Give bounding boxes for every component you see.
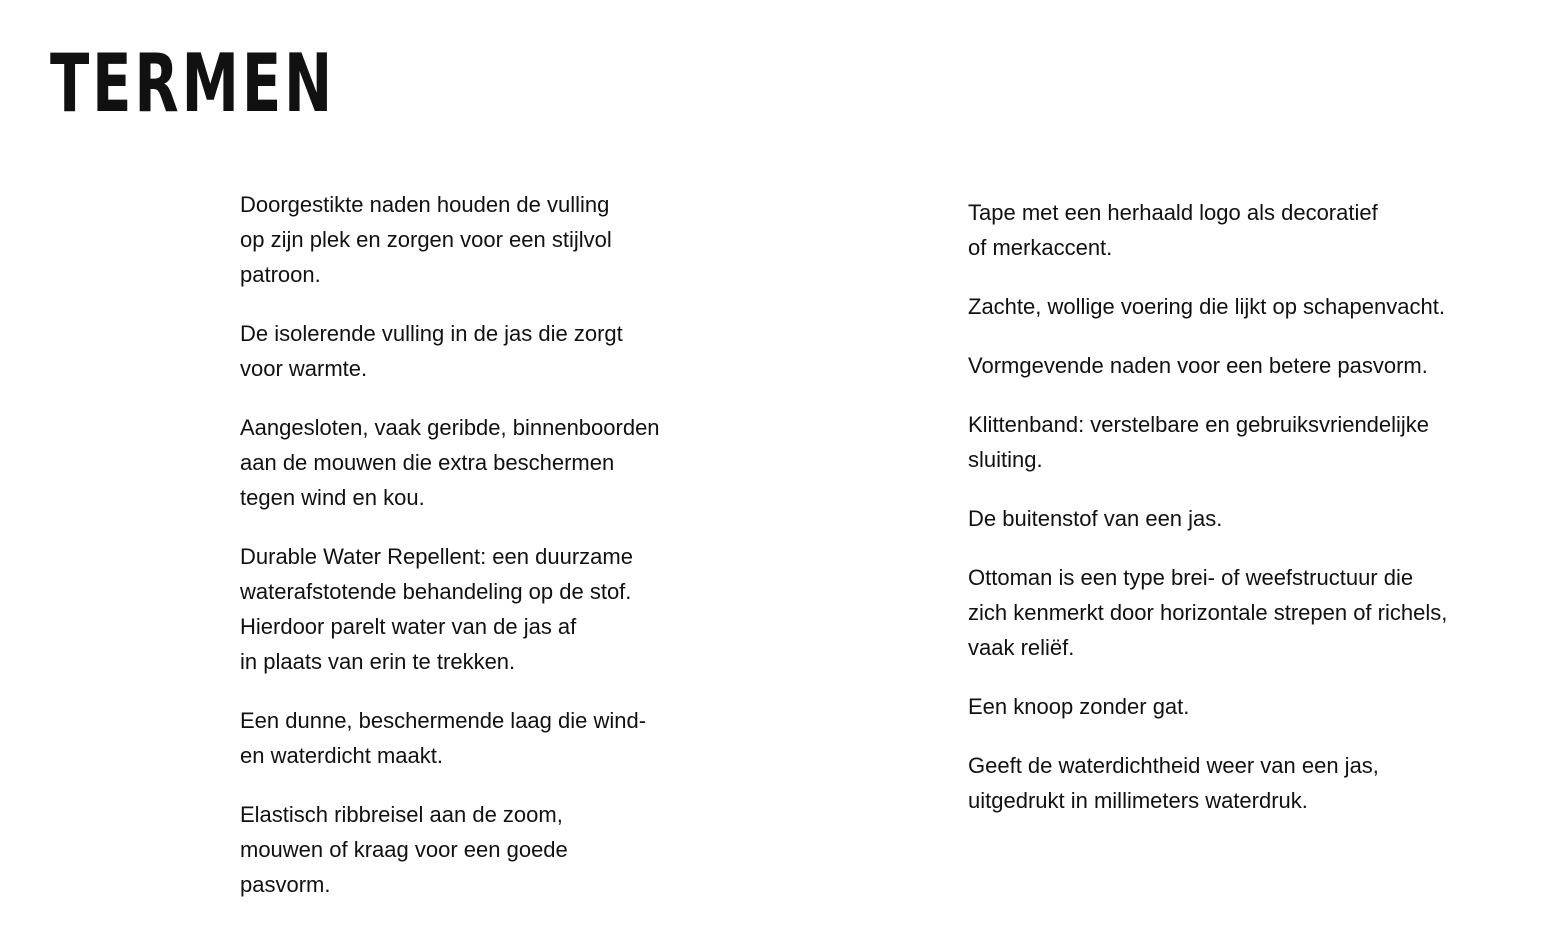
term-definition: De isolerende vulling in de jas die zorgt voor warmte. xyxy=(240,321,623,381)
term-definition: Doorgestikte naden houden de vulling op zijn plek en zorgen voor een stijlvol patroon. xyxy=(240,192,612,287)
page-title: TERMEN xyxy=(50,37,336,130)
term-definition: Zachte, wollige voering die lijkt op schapenvacht. xyxy=(968,294,1445,319)
term-definition: Een knoop zonder gat. xyxy=(968,694,1190,719)
term-definition: Ottoman is een type brei- of weefstructuur die zich kenmerkt door horizontale strepen of richels, vaak reliëf. xyxy=(968,565,1448,660)
term-definition: De buitenstof van een jas. xyxy=(968,506,1223,531)
term-definition: Elastisch ribbreisel aan de zoom, mouwen of kraag voor een goede pasvorm. xyxy=(240,802,568,897)
term-definition: Vormgevende naden voor een betere pasvorm. xyxy=(968,353,1428,378)
term-definition: Een dunne, beschermende laag die wind- en waterdicht maakt. xyxy=(240,708,647,768)
term-definition: Aangesloten, vaak geribde, binnenboorden aan de mouwen die extra beschermen tegen wind en kou. xyxy=(240,415,660,510)
term-definition: Klittenband: verstelbare en gebruiksvriendelijke sluiting. xyxy=(968,412,1430,472)
term-definition: Geeft de waterdichtheid weer van een jas, uitgedrukt in millimeters waterdruk. xyxy=(968,753,1379,813)
term-definition: Durable Water Repellent: een duurzame waterafstotende behandeling op de stof. Hierdoor parelt water van de jas af in plaats van erin te trekken. xyxy=(240,544,633,674)
term-definition: Tape met een herhaald logo als decoratief of merkaccent. xyxy=(968,200,1378,260)
